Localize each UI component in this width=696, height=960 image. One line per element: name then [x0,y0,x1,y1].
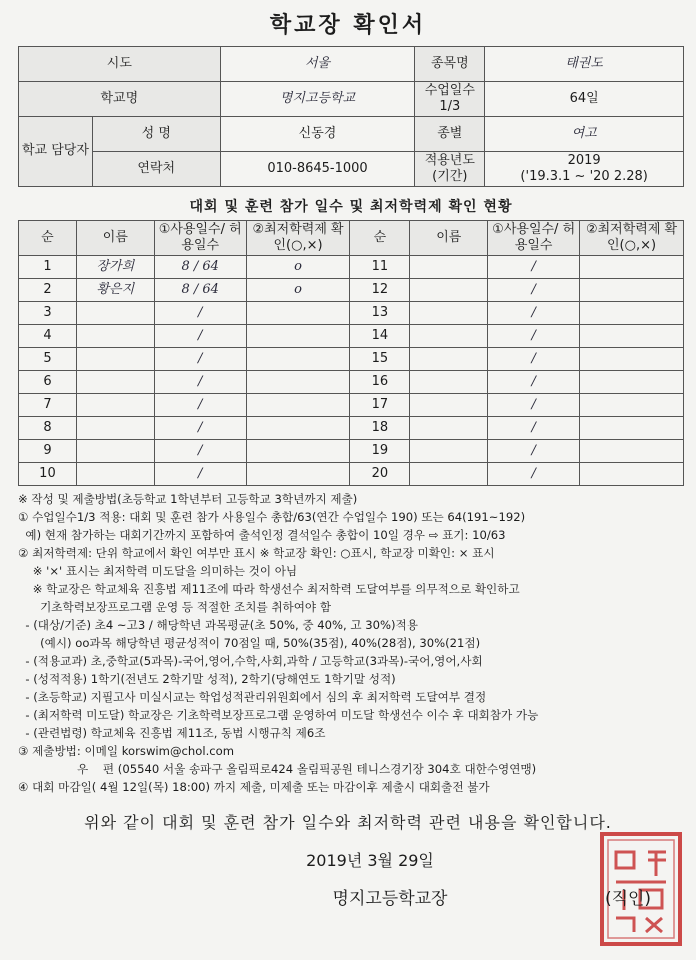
row-no: 8 [19,417,77,440]
contact-value: 010-8645-1000 [220,152,415,187]
row-name [76,348,154,371]
table-row [19,302,684,325]
row-days: / [154,417,246,440]
row-check [246,302,350,325]
confirm-text: 위와 같이 대회 및 훈련 참가 일수와 최저학력 관련 내용을 확인합니다. [84,813,612,832]
row-check [580,279,684,302]
manager-label: 학교 담당자 [19,117,93,187]
row-days: / [488,256,580,279]
row-days: / [488,394,580,417]
row-days: / [154,302,246,325]
section-title: 대회 및 훈련 참가 일수 및 최저학력제 확인 현황 [189,199,513,215]
instruction-line: - (최저학력 미도달) 학교장은 기초학력보장프로그램 운영하여 미도달 학생선수 이수 후 대회참가 가능 [18,708,539,722]
instruction-line: ※ 작성 및 제출방법(초등학교 1학년부터 고등학교 3학년까지 제출) [18,492,358,506]
table-row [19,279,684,302]
row-days: / [154,463,246,486]
table-row [19,325,684,348]
row-no: 6 [19,371,77,394]
instruction-line: - (초등학교) 지필고사 미실시교는 학업성적관리위원회에서 심의 후 최저학력 도달여부 결정 [18,690,487,704]
instruction-line: ④ 대회 마감일( 4월 12일(목) 18:00) 까지 제출, 미제출 또는 마감이후 제출시 대회출전 불가 [18,780,490,794]
contact-label: 연락처 [92,152,220,187]
row-check [246,325,350,348]
row-check [246,394,350,417]
row-name [410,279,488,302]
row-check [580,463,684,486]
row-name [76,302,154,325]
row-check [246,371,350,394]
row-name [410,348,488,371]
row-name [410,463,488,486]
header-no: 순 [19,221,77,256]
name-label: 성 명 [92,117,220,152]
instruction-line: - (대상/기준) 초4 ~고3 / 해당학년 과목평균(초 50%, 중 40%, 고 30%)적용 [18,618,418,632]
row-name [410,371,488,394]
row-no: 20 [350,463,410,486]
year-value: 2019 [567,152,601,168]
year-label: 적용년도 (기간) [415,152,485,187]
header-name: 이름 [76,221,154,256]
row-days: / [488,440,580,463]
table-row [19,394,684,417]
instruction-line: 기초학력보장프로그램 운영 등 적절한 조치를 취하여야 함 [18,600,332,614]
info-table [18,46,684,187]
table-row [19,463,684,486]
row-days: 8 / 64 [154,256,246,279]
row-no: 1 [19,256,77,279]
row-check [580,394,684,417]
row-name [76,440,154,463]
row-check [580,440,684,463]
row-no: 10 [19,463,77,486]
row-days: / [488,302,580,325]
school-label: 학교명 [19,82,221,117]
header-days: ①사용일수/ 허용일수 [488,221,580,256]
instruction-line: ※ '×' 표시는 최저학력 미도달을 의미하는 것이 아님 [18,564,298,578]
year-cell [485,152,684,187]
header-check: ②최저학력제 확인(○,×) [246,221,350,256]
instruction-line: (예시) oo과목 해당학년 평균성적이 70점일 때, 50%(35점), 40%(28점), 30%(21점) [18,636,481,650]
instruction-line: ① 수업일수1/3 적용: 대회 및 훈련 참가 사용일수 총합/63(연간 수업일수 190) 또는 64(191~192) [18,510,526,524]
row-no: 7 [19,394,77,417]
row-days: / [488,417,580,440]
row-name [76,394,154,417]
instruction-line: ② 최저학력제: 단위 학교에서 확인 여부만 표시 ※ 학교장 확인: ○표시, 학교장 미확인: × 표시 [18,546,495,560]
sport-label: 종목명 [415,47,485,82]
row-check [246,348,350,371]
row-name [410,302,488,325]
row-no: 12 [350,279,410,302]
period-value: ('19.3.1 ~ '20 2.28) [520,169,648,184]
row-name [410,394,488,417]
school-value: 명지고등학교 [220,82,415,117]
row-no: 11 [350,256,410,279]
row-name [76,463,154,486]
sport-value: 태권도 [485,47,684,82]
row-name [76,325,154,348]
row-no: 13 [350,302,410,325]
row-check [246,463,350,486]
row-days: / [488,279,580,302]
document-title: 학교장 확인서 [269,13,427,38]
row-check [246,417,350,440]
row-days: / [154,440,246,463]
row-check [580,417,684,440]
row-no: 17 [350,394,410,417]
row-days: / [154,348,246,371]
instruction-line: - (성적적용) 1학기(전년도 2학기말 성적), 2학기(당해연도 1학기말 성적) [18,672,396,686]
table-row [19,371,684,394]
gender-value: 여고 [485,117,684,152]
header-check: ②최저학력제 확인(○,×) [580,221,684,256]
table-row [19,256,684,279]
table-row [19,440,684,463]
days-value: 64일 [485,82,684,117]
row-no: 9 [19,440,77,463]
participation-table [18,220,684,486]
header-days: ①사용일수/ 허용일수 [154,221,246,256]
row-no: 16 [350,371,410,394]
row-days: / [488,463,580,486]
row-days: / [154,325,246,348]
row-no: 19 [350,440,410,463]
row-check [580,325,684,348]
row-name [76,371,154,394]
row-check: o [246,279,350,302]
header-no: 순 [350,221,410,256]
table-header-row [19,221,684,256]
row-name [410,417,488,440]
instruction-line: 예) 현재 참가하는 대회기간까지 포함하여 출석인정 결석일수 총합이 10일 경우 ⇨ 표기: 10/63 [18,528,506,542]
instruction-line: ※ 학교장은 학교체육 진흥법 제11조에 따라 학생선수 최저학력 도달여부를 의무적으로 확인하고 [18,582,520,596]
row-name [410,440,488,463]
row-check [580,371,684,394]
gender-label: 종별 [415,117,485,152]
row-days: / [488,371,580,394]
seal-label: (직인) [604,889,652,909]
instruction-line: - (적용교과) 초,중학교(5과목)-국어,영어,수학,사회,과학 / 고등학교(3과목)-국어,영어,사회 [18,654,483,668]
row-no: 4 [19,325,77,348]
school-signature: 명지고등학교장 [332,889,448,909]
row-name [76,417,154,440]
row-no: 14 [350,325,410,348]
row-check [580,302,684,325]
instruction-line: - (관련법령) 학교체육 진흥법 제11조, 동법 시행규칙 제6조 [18,726,326,740]
instructions [18,490,688,796]
row-name [410,256,488,279]
row-days: / [488,348,580,371]
row-name: 황은지 [76,279,154,302]
sido-label: 시도 [19,47,221,82]
row-days: 8 / 64 [154,279,246,302]
row-days: / [488,325,580,348]
row-name [410,325,488,348]
row-no: 2 [19,279,77,302]
date-text: 2019년 3월 29일 [306,851,434,870]
row-no: 3 [19,302,77,325]
header-name: 이름 [410,221,488,256]
name-value: 신동경 [220,117,415,152]
days-label: 수업일수 1/3 [415,82,485,117]
row-no: 15 [350,348,410,371]
instruction-line: ③ 제출방법: 이메일 korswim@chol.com [18,744,235,758]
row-no: 5 [19,348,77,371]
row-check [580,256,684,279]
row-no: 18 [350,417,410,440]
sido-value: 서울 [220,47,415,82]
instruction-line: 우 편 (05540 서울 송파구 올림픽로424 올림픽공원 테니스경기장 304호 대한수영연맹) [18,762,537,776]
row-days: / [154,371,246,394]
row-name: 장가희 [76,256,154,279]
table-row [19,417,684,440]
row-check [246,440,350,463]
row-check [580,348,684,371]
row-check: o [246,256,350,279]
table-row [19,348,684,371]
row-days: / [154,394,246,417]
